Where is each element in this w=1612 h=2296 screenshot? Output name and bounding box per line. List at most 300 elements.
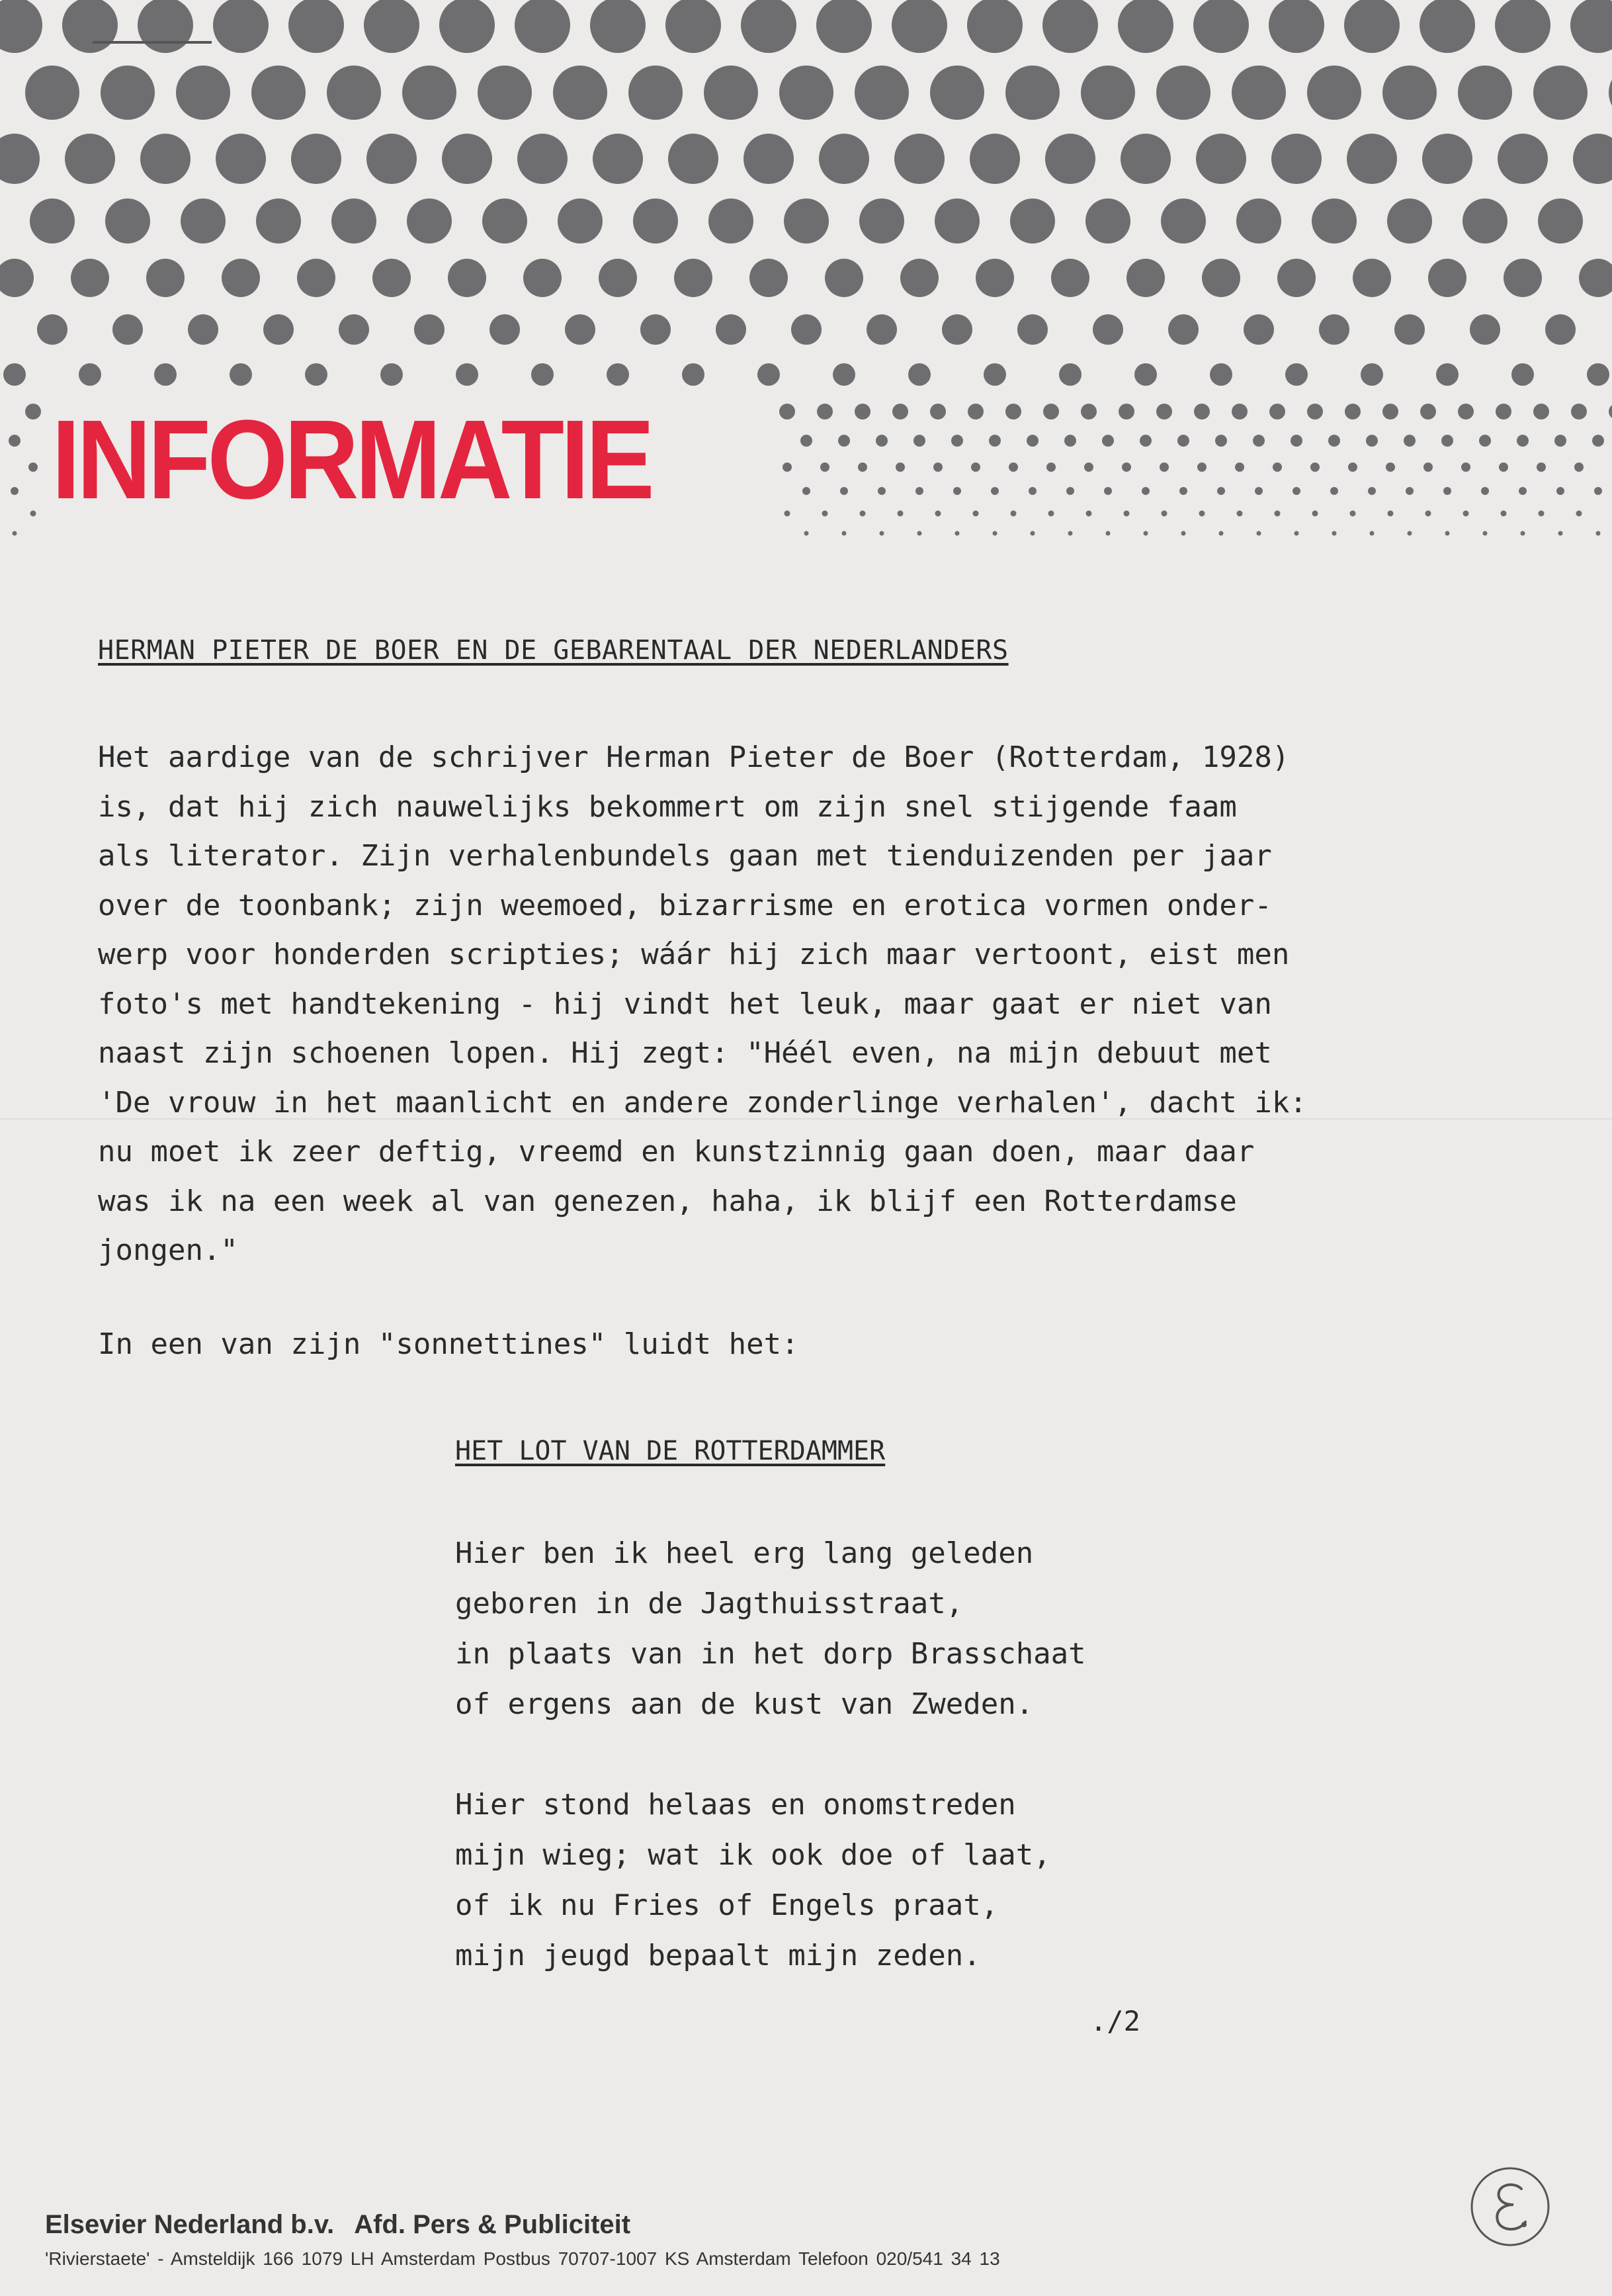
halftone-dot (71, 259, 109, 297)
halftone-dot (668, 134, 718, 184)
halftone-dot (1594, 487, 1602, 495)
halftone-dot (817, 404, 833, 419)
halftone-dot (456, 363, 478, 386)
poem-line: in plaats van in het dorp Brasschaat (455, 1637, 1086, 1671)
halftone-dot (1144, 531, 1148, 536)
halftone-dot (1312, 511, 1318, 517)
halftone-dot (783, 463, 792, 472)
halftone-dot (1576, 511, 1582, 517)
halftone-dot (1504, 259, 1542, 297)
halftone-dot (1048, 511, 1054, 517)
poem-line: mijn jeugd bepaalt mijn zeden. (455, 1939, 981, 1972)
halftone-dot (1045, 134, 1095, 184)
halftone-dot (933, 463, 943, 472)
halftone-dot (1162, 511, 1167, 517)
halftone-dot (917, 531, 922, 536)
halftone-dot (784, 199, 829, 243)
halftone-dot (825, 259, 863, 297)
halftone-dot (1587, 363, 1609, 386)
paragraph-line: over de toonbank; zijn weemoed, bizarrisme en erotica vormen onder- (98, 888, 1272, 922)
halftone-dot (1237, 511, 1243, 517)
halftone-dot (291, 134, 341, 184)
halftone-dot (878, 487, 886, 495)
halftone-dot (1196, 134, 1246, 184)
halftone-dot (1538, 199, 1583, 243)
halftone-dot (970, 134, 1020, 184)
halftone-dot (1066, 487, 1074, 495)
halftone-dot (402, 66, 456, 120)
halftone-dot (1330, 487, 1338, 495)
halftone-dot (1193, 0, 1249, 53)
halftone-dot (855, 66, 909, 120)
halftone-dot (1275, 511, 1281, 517)
paragraph-line: nu moet ik zeer deftig, vreemd en kunstzinnig gaan doen, maar daar (98, 1135, 1255, 1169)
halftone-dot (1005, 404, 1021, 419)
halftone-dot (1310, 463, 1320, 472)
halftone-dot (13, 531, 17, 536)
halftone-dot (517, 134, 568, 184)
halftone-dot (1517, 435, 1529, 447)
halftone-dot (1481, 487, 1489, 495)
halftone-dot (1291, 435, 1302, 447)
halftone-dot (1579, 259, 1612, 297)
elsevier-logo-icon (1467, 2164, 1553, 2250)
halftone-dot (967, 0, 1023, 53)
halftone-dot (523, 259, 562, 297)
halftone-dot (1458, 404, 1474, 419)
halftone-dot (1443, 487, 1451, 495)
halftone-dot (779, 404, 795, 419)
halftone-dot (9, 435, 21, 447)
halftone-dot (1609, 66, 1612, 120)
halftone-dot (1293, 487, 1300, 495)
halftone-dot (779, 66, 833, 120)
halftone-dot (1495, 0, 1550, 53)
halftone-dot (1499, 463, 1508, 472)
halftone-dot (531, 363, 554, 386)
halftone-dot (682, 363, 704, 386)
halftone-dot (1425, 511, 1431, 517)
halftone-dot (876, 435, 888, 447)
halftone-dot (30, 511, 36, 517)
halftone-dot (0, 134, 40, 184)
halftone-dot (515, 0, 570, 53)
corner-mark (93, 41, 212, 44)
halftone-dot (1511, 363, 1534, 386)
halftone-dot (1307, 404, 1323, 419)
halftone-dot (1179, 487, 1187, 495)
halftone-dot (1140, 435, 1152, 447)
halftone-dot (858, 463, 867, 472)
halftone-dot (860, 511, 866, 517)
halftone-dot (25, 66, 79, 120)
halftone-dot (1051, 259, 1089, 297)
halftone-dot (1027, 435, 1039, 447)
paragraph-line: is, dat hij zich nauwelijks bekommert om zijn snel stijgende faam (98, 789, 1237, 824)
halftone-dot (1571, 404, 1587, 419)
halftone-dot (288, 0, 344, 53)
halftone-dot (1210, 363, 1232, 386)
halftone-dot (915, 487, 923, 495)
halftone-dot (1533, 404, 1549, 419)
halftone-dot (1422, 134, 1472, 184)
halftone-dot (1126, 259, 1165, 297)
poem-stanza-2 (455, 1780, 1051, 1981)
halftone-dot (1406, 487, 1414, 495)
halftone-dot (1059, 363, 1082, 386)
halftone-dot (968, 404, 984, 419)
halftone-dot (1470, 314, 1500, 345)
halftone-dot (633, 199, 678, 243)
halftone-dot (62, 0, 118, 53)
halftone-dot (0, 259, 34, 297)
halftone-dot (553, 66, 607, 120)
halftone-dot (380, 363, 403, 386)
halftone-dot (1344, 0, 1400, 53)
halftone-dot (1554, 435, 1566, 447)
halftone-dot (1104, 487, 1112, 495)
halftone-dot (1294, 531, 1299, 536)
halftone-dot (558, 199, 603, 243)
halftone-dot (984, 363, 1006, 386)
halftone-dot (1269, 404, 1285, 419)
halftone-dot (791, 314, 822, 345)
halftone-dot (1404, 435, 1416, 447)
halftone-dot (0, 0, 42, 53)
halftone-dot (1181, 531, 1186, 536)
halftone-dot (1350, 511, 1356, 517)
halftone-dot (1537, 463, 1546, 472)
halftone-dot (1119, 404, 1134, 419)
halftone-dot (414, 314, 445, 345)
halftone-dot (1285, 363, 1308, 386)
halftone-dot (1232, 404, 1248, 419)
halftone-dot (213, 0, 269, 53)
halftone-dot (1347, 134, 1397, 184)
poem-title: HET LOT VAN DE ROTTERDAMMER (455, 1436, 886, 1466)
halftone-dot (25, 404, 41, 419)
halftone-dot (1064, 435, 1076, 447)
paragraph-line: werp voor honderden scripties; wáár hij zich maar vertoont, eist men (98, 938, 1290, 971)
halftone-dot (665, 0, 721, 53)
article-paragraph (98, 733, 1454, 1276)
halftone-dot (599, 259, 637, 297)
halftone-dot (112, 314, 143, 345)
halftone-dot (1558, 531, 1563, 536)
footer-company-line (45, 2210, 630, 2240)
halftone-dot (989, 435, 1001, 447)
halftone-dot (822, 511, 828, 517)
halftone-dot (339, 314, 369, 345)
paragraph-line: 'De vrouw in het maanlicht en andere zonderlinge verhalen', dacht ik: (98, 1085, 1307, 1120)
halftone-dot (930, 404, 946, 419)
halftone-dot (590, 0, 646, 53)
halftone-dot (1596, 531, 1601, 536)
halftone-dot (448, 259, 486, 297)
halftone-dot (1142, 487, 1150, 495)
halftone-dot (1353, 259, 1391, 297)
halftone-dot (1010, 199, 1055, 243)
halftone-dot (1042, 0, 1098, 53)
halftone-dot (953, 487, 961, 495)
halftone-dot (1609, 404, 1612, 419)
halftone-dot (366, 134, 417, 184)
halftone-dot (181, 199, 226, 243)
halftone-dot (1479, 435, 1491, 447)
halftone-dot (154, 363, 177, 386)
halftone-dot (1428, 259, 1466, 297)
halftone-dot (28, 463, 38, 472)
halftone-dot (489, 314, 520, 345)
halftone-dot (1202, 259, 1240, 297)
halftone-dot (188, 314, 218, 345)
halftone-dot (1501, 511, 1507, 517)
halftone-dot (1232, 66, 1286, 120)
halftone-dot (1556, 487, 1564, 495)
halftone-dot (892, 404, 908, 419)
halftone-dot (1312, 199, 1357, 243)
poem-line: of ik nu Fries of Engels praat, (455, 1888, 999, 1922)
halftone-dot (1386, 463, 1395, 472)
halftone-dot (1217, 487, 1225, 495)
halftone-dot (138, 0, 193, 53)
halftone-dot (1199, 511, 1205, 517)
halftone-dot (478, 66, 532, 120)
halftone-dot (892, 0, 947, 53)
poem-line: mijn wieg; wat ik ook doe of laat, (455, 1838, 1051, 1872)
halftone-dot (991, 487, 999, 495)
halftone-dot (216, 134, 266, 184)
paragraph-line: jongen." (98, 1233, 238, 1267)
halftone-dot (1370, 531, 1375, 536)
halftone-dot (1319, 314, 1349, 345)
halftone-dot (1408, 531, 1412, 536)
halftone-dot (1521, 531, 1525, 536)
halftone-dot (1483, 531, 1488, 536)
halftone-dot (1197, 463, 1207, 472)
halftone-dot (1348, 463, 1357, 472)
poem-line: of ergens aan de kust van Zweden. (455, 1687, 1034, 1721)
page-marker: ./2 (1090, 2005, 1140, 2037)
halftone-dot (1539, 511, 1545, 517)
halftone-dot (230, 363, 252, 386)
halftone-dot (439, 0, 495, 53)
paragraph-line: was ik na een week al van genezen, haha, ik blijf een Rotterdamse (98, 1184, 1237, 1218)
halftone-dot (593, 134, 643, 184)
halftone-dot (973, 511, 979, 517)
halftone-dot (1046, 463, 1056, 472)
halftone-dot (1307, 66, 1361, 120)
halftone-dot (716, 314, 746, 345)
informatie-title: INFORMATIE (52, 397, 652, 523)
halftone-dot (628, 66, 683, 120)
paragraph-line: als literator. Zijn verhalenbundels gaan met tienduizenden per jaar (98, 839, 1272, 873)
halftone-dot (1236, 199, 1281, 243)
halftone-dot (1161, 199, 1206, 243)
paragraph-line: Het aardige van de schrijver Herman Pieter de Boer (Rotterdam, 1928) (98, 740, 1290, 774)
halftone-dot (1498, 134, 1548, 184)
department-name: Afd. Pers & Publiciteit (354, 2210, 631, 2239)
halftone-dot (1387, 199, 1432, 243)
halftone-dot (1574, 463, 1584, 472)
halftone-dot (1445, 531, 1450, 536)
halftone-dot (1332, 531, 1337, 536)
halftone-dot (935, 511, 941, 517)
halftone-dot (1219, 531, 1224, 536)
halftone-dot (859, 199, 904, 243)
halftone-dot (704, 66, 758, 120)
article-heading: HERMAN PIETER DE BOER EN DE GEBARENTAAL DER NEDERLANDERS (98, 635, 1009, 666)
halftone-dot (1029, 487, 1037, 495)
halftone-dot (976, 259, 1014, 297)
halftone-dot (930, 66, 984, 120)
halftone-dot (894, 134, 945, 184)
halftone-dot (757, 363, 780, 386)
halftone-dot (1031, 531, 1035, 536)
halftone-dot (37, 314, 67, 345)
halftone-dot (327, 66, 381, 120)
halftone-dot (951, 435, 963, 447)
halftone-dot (802, 487, 810, 495)
halftone-dot (1277, 259, 1316, 297)
halftone-dot (913, 435, 925, 447)
halftone-dot (1592, 435, 1604, 447)
paragraph-line: foto's met handtekening - hij vindt het leuk, maar gaat er niet van (98, 987, 1272, 1021)
halftone-dot (1441, 435, 1453, 447)
halftone-dot (407, 199, 452, 243)
halftone-dot (1156, 66, 1210, 120)
halftone-dot (971, 463, 980, 472)
halftone-dot (1436, 363, 1459, 386)
halftone-dot (364, 0, 419, 53)
halftone-dot (1122, 463, 1131, 472)
halftone-dot (140, 134, 191, 184)
halftone-dot (1121, 134, 1171, 184)
halftone-dot (1011, 511, 1017, 517)
halftone-dot (1124, 511, 1130, 517)
paragraph-line: naast zijn schoenen lopen. Hij zegt: "Héél even, na mijn debuut met (98, 1036, 1272, 1070)
halftone-dot (1156, 404, 1172, 419)
halftone-dot (1368, 487, 1376, 495)
halftone-dot (1017, 314, 1048, 345)
halftone-dot (820, 463, 829, 472)
halftone-dot (1160, 463, 1169, 472)
halftone-dot (1463, 199, 1507, 243)
halftone-dot (1084, 463, 1093, 472)
halftone-dot (1328, 435, 1340, 447)
halftone-dot (838, 435, 850, 447)
halftone-dot (482, 199, 527, 243)
halftone-dot (1423, 463, 1433, 472)
halftone-dot (1257, 531, 1261, 536)
halftone-dot (297, 259, 335, 297)
halftone-dot (1106, 531, 1111, 536)
halftone-dot (146, 259, 185, 297)
halftone-dot (1533, 66, 1588, 120)
halftone-dot (1420, 404, 1436, 419)
halftone-dot (935, 199, 980, 243)
halftone-dot (855, 404, 870, 419)
halftone-dot (101, 66, 155, 120)
halftone-dot (749, 259, 788, 297)
halftone-dot (1519, 487, 1527, 495)
halftone-dot (1244, 314, 1274, 345)
poem-intro: In een van zijn "sonnettines" luidt het: (98, 1327, 799, 1361)
halftone-dot (1496, 404, 1511, 419)
halftone-dot (1463, 511, 1469, 517)
poem-line: geboren in de Jagthuisstraat, (455, 1587, 964, 1620)
halftone-dot (1388, 511, 1394, 517)
halftone-dot (955, 531, 960, 536)
halftone-dot (840, 487, 848, 495)
halftone-dot (256, 199, 301, 243)
halftone-dot (263, 314, 294, 345)
halftone-dot (1361, 363, 1383, 386)
halftone-dot (1194, 404, 1210, 419)
halftone-dot (372, 259, 411, 297)
halftone-dot (1461, 463, 1470, 472)
halftone-dot (993, 531, 997, 536)
halftone-dot (442, 134, 492, 184)
halftone-dot (804, 531, 809, 536)
halftone-dot (1086, 511, 1092, 517)
halftone-dot (1366, 435, 1378, 447)
halftone-dot (800, 435, 812, 447)
halftone-dot (900, 259, 939, 297)
halftone-dot (1068, 531, 1073, 536)
halftone-dot (1168, 314, 1199, 345)
poem-line: Hier ben ik heel erg lang geleden (455, 1536, 1034, 1570)
halftone-dot (1005, 66, 1060, 120)
halftone-dot (1177, 435, 1189, 447)
halftone-dot (1009, 463, 1018, 472)
halftone-dot (79, 363, 101, 386)
halftone-dot (607, 363, 629, 386)
halftone-dot (565, 314, 595, 345)
halftone-dot (1458, 66, 1512, 120)
halftone-dot (785, 511, 790, 517)
halftone-dot (674, 259, 712, 297)
halftone-dot (896, 463, 905, 472)
halftone-dot (1545, 314, 1576, 345)
halftone-dot (743, 134, 794, 184)
halftone-dot (898, 511, 904, 517)
halftone-dot (105, 199, 150, 243)
halftone-dot (1215, 435, 1227, 447)
halftone-dot (1420, 0, 1475, 53)
halftone-dot (305, 363, 327, 386)
halftone-dot (1382, 66, 1437, 120)
halftone-dot (842, 531, 847, 536)
halftone-dot (1570, 0, 1612, 53)
halftone-dot (640, 314, 671, 345)
halftone-dot (251, 66, 306, 120)
footer-address: 'Rivierstaete' - Amsteldijk 166 1079 LH Amsterdam Postbus 70707-1007 KS Amsterdam Telefoon 020/541 34 13 (45, 2248, 1000, 2269)
halftone-dot (1573, 134, 1612, 184)
halftone-dot (331, 199, 376, 243)
halftone-dot (867, 314, 897, 345)
halftone-dot (880, 531, 884, 536)
halftone-dot (1271, 134, 1322, 184)
halftone-dot (1345, 404, 1361, 419)
halftone-dot (942, 314, 972, 345)
halftone-dot (1081, 66, 1135, 120)
halftone-dot (1085, 199, 1130, 243)
halftone-dot (65, 134, 115, 184)
halftone-dot (708, 199, 753, 243)
poem-stanza-1 (455, 1528, 1086, 1730)
halftone-dot (1273, 463, 1282, 472)
